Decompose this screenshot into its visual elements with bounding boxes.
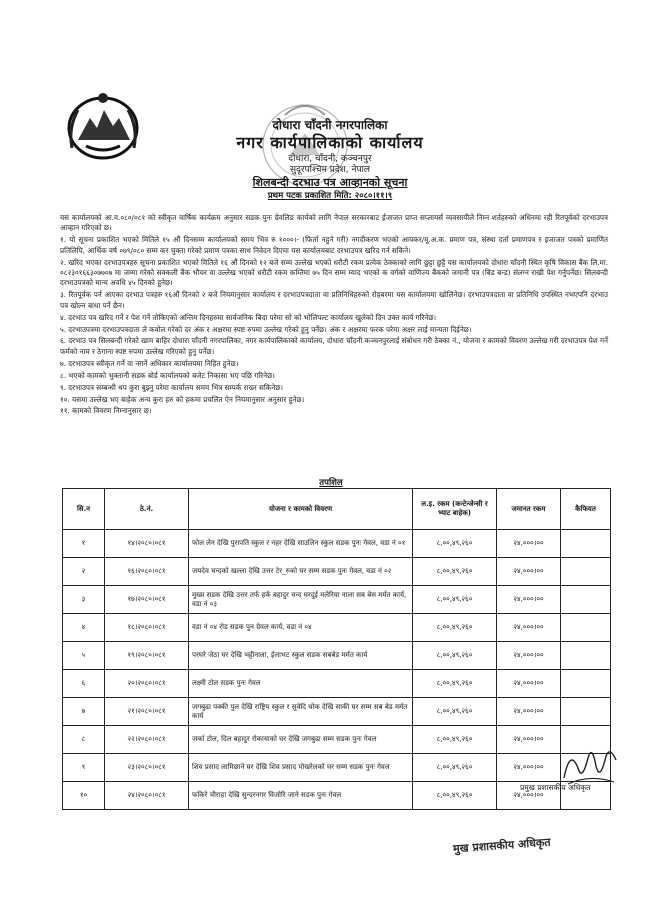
paragraph-2: २. खरिद भएका दरभाउपत्रहरु सूचना प्रकाशित भएको मितिले १६ औं दिनको १२ बजे सम्म उल्लेख भएको धरौटी रकम प्रत्येक ठेक्काको लागि छुट्टा छुट्टै यस कार्यालयको दोधारा चाँदनी स्थित कृषि विकास बैंक लि.मा. ०८२३०१६६३०७७०७ मा जम्मा गरेको सक्कली बैंक भौचर वा उल्लेख भएको धरौटी रकम कम्तिमा ७५ दिन सम्म म्याद भएको क वर्गको वाणिज्य बैंकको जमानी पत्र (बिड बन्ड) संलग्न राखी पेश गर्नुपर्नेछ। सिलबन्दी दरभाउपत्रको मान्य अवधि ४५ दिनको हुनेछ। [60,257,608,288]
cell-contract-no: २२।२०८०।०८१ [105,726,189,754]
cell-remarks [561,530,611,558]
cell-contract-no: १८।२०८०।०८१ [105,614,189,642]
cell-estimate: ८,००,४९,२६० [413,726,497,754]
header-remarks: कैफियत [561,489,611,530]
cell-deposit: २४,०००।०० [497,670,561,698]
header-description: योजना र कामको विवरण [189,489,413,530]
cell-estimate: ८,००,४९,२६० [413,642,497,670]
paragraph-7: ७. दरभाउपत्र स्वीकृत गर्ने वा नगर्ने अधिकार कार्यालयमा निहित हुनेछ। [60,358,239,368]
header-deposit: जमानत रकम [497,489,561,530]
cell-sn: १ [63,530,105,558]
paragraph-6: ६. दरभाउ पत्र सिलबन्दी गरेको खाम बाहिर दोधारा चाँदनी नगरपालिका, नगर कार्यपालिकाको कार्यालय, दोधारा चाँदनी कञ्चनपुरलाई संबोधन गरी ठेक्का नं., योजना र कामको विवरण उल्लेख गरी दरभाउपत्र पेश गर्ने फर्मको नाम र ठेगाना स्पष्ट रुपमा उल्लेख गरिएको हुनु पर्नेछ। [60,336,608,356]
table-row [63,726,611,754]
cell-deposit: २४,०००।०० [497,642,561,670]
cell-contract-no: २३।२०८०।०८१ [105,754,189,782]
cell-description: शिव प्रसाद लामिछाने घर देखि शिव प्रसाद पोखरेलको घर सम्म सडक पुनः गेवल [189,754,413,782]
paragraph-1: १. यो सूचना प्रकाशित भएको मितिले १५ औं दिनसम्म कार्यालयको समय भित्र रु १०००।- (फिर्ता नहुने गरी) नगदीकरण भएको आयकर/मू.अ.क. प्रमाण पत्र, संस्था दर्ता प्रमाणपत्र र इजाजत पत्रको प्रमाणित प्रतिलिपि, आर्थिक वर्ष ०७९/०८० सम्म कर चुक्ता गरेको प्रमाण पत्रका साथ निवेदन दिएमा यस कार्यालयबाट दरभाउपत्र खरिद गर्न सकिने। [60,235,608,255]
table-row [63,670,611,698]
table-row [63,754,611,782]
cell-remarks [561,670,611,698]
publish-date: प्रथम पटक प्रकाशित मिति: २०८०।११।९ [267,191,393,201]
cell-deposit: २४,०००।०० [497,726,561,754]
table-row [63,642,611,670]
cell-deposit: २४,०००।०० [497,698,561,726]
cell-description: मुख्य सडक देखि उत्तर तर्फ हर्क बहादुर चन्द घरदुई मलेरिया नाला सब बेस मर्मत कार्य, वडा नं ०३ [189,586,413,614]
table-row [63,586,611,614]
signatory-stamp: मुख प्रशासकीय अधिकृत [452,835,552,856]
header-estimate: ल.इ. रकम (कन्टेन्जेन्सी र भ्याट बाहेक) [413,489,497,530]
municipality-name: दोधारा चाँदनी नगरपालिका [272,118,388,132]
cell-description: फोल लेन देखि पुरापति स्कुल र नहर देखि साउलिन स्कुल सडक पुनः गेवल, वडा नं ०१ [189,530,413,558]
cell-sn: ६ [63,670,105,698]
paragraph-4: ४. दरभाउ पत्र खरिद गर्ने र पेश गर्ने तोकिएको अन्तिम दिनहरुमा सार्वजनिक बिदा परेमा सो को भोलिपल्ट कार्यालय खुलेको दिन उक्त कार्य गरिनेछ। [60,312,437,322]
cell-deposit: २४,०००।०० [497,530,561,558]
cell-sn: ४ [63,614,105,642]
cell-contract-no: २१।२०८०।०८१ [105,698,189,726]
cell-description: जर्का टोल, दिल बहादुर रोकायाको घर देखि जगबुढा सम्म सडक पुनः गेवल [189,726,413,754]
nepal-emblem-icon [64,88,142,162]
cell-sn: ९ [63,754,105,782]
office-name: नगर कार्यपालिकाको कार्यालय [236,133,424,152]
paragraph-8: ८. भएको कामको भुक्तानी सडक बोर्ड कार्यालयको बजेट निकासा भए पछि गरिनेछ। [60,370,275,380]
paragraph-3: ३. रितपूर्वक पर्न आएका दरभाउ पत्रहरु १६औं दिनको २ बजे नियमानुसार कार्यालय र दरभाउपत्रदाता वा प्रतिनिधिहरुको रोहबरमा यस कार्यालयमा खोलिनेछ। दरभाउपत्रदाता वा प्रतिनिधि उपस्थित नभएपनि दरभाउ पत्र खोल्न बाधा पर्ने छैन। [60,290,608,310]
letterhead [150,118,510,202]
cell-contract-no: १६।२०८०।०८१ [105,558,189,586]
header-sn: सि.न [63,489,105,530]
signatory-title: प्रमुख प्रशासकीय अधिकृत [520,783,591,792]
header-contract-no: ठे.नं. [105,489,189,530]
details-heading: तपशिल [319,478,343,488]
cell-estimate: ८,००,४९,२६० [413,670,497,698]
cell-contract-no: १९।२०८०।०८१ [105,642,189,670]
cell-sn: ३ [63,586,105,614]
cell-estimate: ८,००,४९,२६० [413,558,497,586]
cell-remarks [561,642,611,670]
office-province: सुदूरपश्चिम प्रदेश, नेपाल [289,165,371,175]
cell-deposit: २४,०००।०० [497,782,561,810]
cell-description: जगबुढा पक्की पुल देखि राष्ट्रिय स्कुल र सुवेदि चोक देखि साकी घर सम्म सब बेड मर्मत कार्य [189,698,413,726]
cell-estimate: ८,००,४९,२६० [413,614,497,642]
cell-contract-no: २०।२०८०।०८१ [105,670,189,698]
cell-description: परघरे जेठा घर देखि भट्टीनाला, ईलाभट स्कुल सडक सबबेड मर्मत कार्य [189,642,413,670]
paragraph-5: ५. दरभाउपत्रमा दरभाउपत्रदाता ले कवोल गरेको दर अंक र अक्षरमा स्पष्ट रुपमा उल्लेख गरेको हुनु पर्नेछ। अंक र अक्षरमा फरक परेमा अक्षर लाई मान्यता दिईनेछ। [60,324,472,334]
notice-body [60,213,608,418]
cell-description: लक्ष्मी टोल सडक पुनः गेवल [189,670,413,698]
cell-deposit: २४,०००।०० [497,586,561,614]
cell-estimate: ८,००,४९,२६० [413,586,497,614]
notice-title: शिलबन्दी दरभाउ पत्र आव्हानको सूचना [252,176,408,189]
cell-remarks [561,614,611,642]
cell-sn: २ [63,558,105,586]
table-row [63,614,611,642]
cell-deposit: २४,०००।०० [497,754,561,782]
cell-description: जयदेव चन्दको खल्ला देखि उत्तर टेर_रुको घर सम्म सडक पुनः गेवल, वडा नं ०२ [189,558,413,586]
paragraph-11: ११. कामको विवरण निम्नानुसार छ। [60,406,152,416]
paragraph-intro: यस कार्यालयको आ.व.०८०/०८१ को स्वीकृत वार्षिक कार्यक्रम अनुसार सडक पुनः ग्रेवलिङ कार्यको लागि नेपाल सरकारबाट ईजाजत प्राप्त सप्लायर्स व्यवसायीले निम्न शर्तहरुको अधिनमा रही रितपूर्वको दरभाउपत्र आव्हान गरिएको छ। [60,213,608,233]
works-table [62,488,611,810]
cell-sn: ७ [63,698,105,726]
cell-sn: ८ [63,726,105,754]
cell-contract-no: १४।२०८०।०८१ [105,530,189,558]
table-row [63,698,611,726]
cell-estimate: ८,००,४९,२६० [413,782,497,810]
cell-remarks [561,586,611,614]
cell-description: वडा नं ०४ रोड सडक पुन ग्रेवल कार्य, वडा नं ०४ [189,614,413,642]
table-row [63,530,611,558]
cell-description: फकिरे चौराहा देखि सुन्दरनगर विजोरि जाने सडक पुनः गेवल [189,782,413,810]
paragraph-9: ९. दरभाउपत्र सम्बन्धी थप कुरा बुझ्नु परेमा कार्यालय समय भित्र सम्पर्क राख्न सकिनेछ। [60,382,283,392]
table-row [63,558,611,586]
cell-estimate: ८,००,४९,२६० [413,754,497,782]
cell-deposit: २४,०००।०० [497,558,561,586]
cell-sn: १० [63,782,105,810]
cell-sn: ५ [63,642,105,670]
cell-contract-no: १७।२०८०।०८१ [105,586,189,614]
cell-deposit: २४,०००।०० [497,614,561,642]
cell-estimate: ८,००,४९,२६० [413,698,497,726]
paragraph-10: १०. यसमा उल्लेख भए बाहेक अन्य कुरा हरु को हकमा प्रचलित ऐन नियमानुसार अनुसार हुनेछ। [60,394,305,404]
office-address: दोधारा, चाँदनी, कञ्चनपुर [288,154,372,164]
cell-remarks [561,558,611,586]
cell-remarks [561,698,611,726]
cell-contract-no: २४।२०८०।०८१ [105,782,189,810]
table-header-row [63,489,611,530]
cell-estimate: ८,००,४९,२६० [413,530,497,558]
